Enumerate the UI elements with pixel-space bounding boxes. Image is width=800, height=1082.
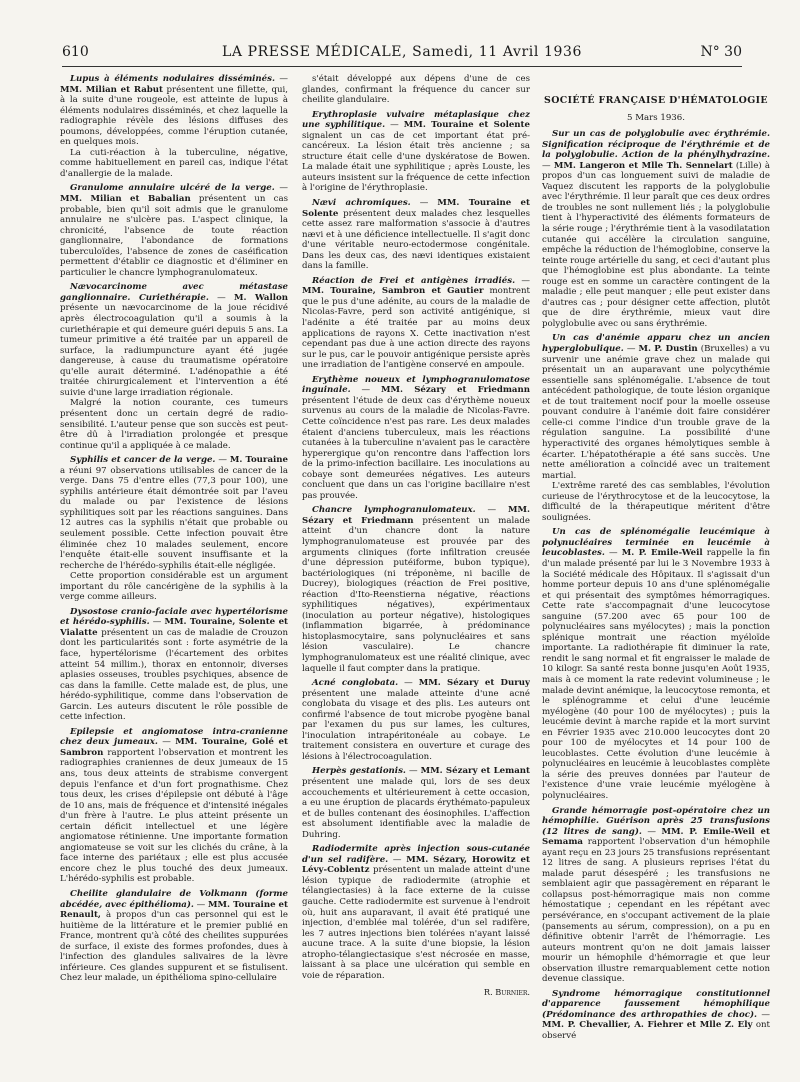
article-text: ont observé (542, 1020, 770, 1042)
article-text: a réuni 97 observations utilisables de cancer de la verge. Dans 75 d'entre elles (77,3 pour 100), une syphilis antérieure était démontrée soit par l'aveu du malade ou par l'existence de lésions syphilitiques soit par les réactions sanguines. Dans 12 autres cas la syphilis n'était que probable ou seulement possible. Cette infection pouvait être éliminée chez 10 malades seulement, encore l'enquête était-elle souvent insuffisante et la recherche de l'hérédo-syphilis était-elle négligée. (60, 465, 288, 571)
article-text: (Lille) à propos d'un cas longuement suivi de maladie de Vaquez discutent les rapports de la polyglobulie avec l'érythrémie. Il leur paraît que ces deux ordres de troubles ne sont nullement liés ; la polyglobulie tient à l'hyperactivité des éléments formateurs de la série rouge ; l'érythrémie tient à la vasodilatation cutanée qui accélère la circulation sanguine, empêche la réduction de l'hémoglobine, conserve la teinte rouge artérielle du sang, et ceci d'autant plus que l'hémoglobine est plus abondante. La teinte rouge est en somme un caractère contingent de la maladie ; elle peut manquer ; elle peut exister dans d'autres cas ; pour désigner cette affection, plutôt que de dire érythrémie, mieux vaut dire polyglobulie avec ou sans érythrémie. (542, 160, 770, 329)
article (542, 333, 770, 523)
article-heading: Epilepsie et angiomatose intra-cranienne chez deux jumeaux. (60, 726, 288, 748)
article-paragraph: Sur un cas de polyglobulie avec érythrémie. Signification réciproque de l'érythrémie et de la polyglobulie. Action de la phénylhydrazine. — MM. Langeron et Mlle Th. Sennelart (Lille) à propos d'un cas longuement suivi de maladie de Vaquez discutent les rapports de la polyglobulie avec l'érythrémie. Il leur paraît que ces deux ordres de troubles ne sont nullement liés ; la polyglobulie tient à l'hyperactivité des éléments formateurs de la série rouge ; l'érythrémie tient à la vasodilatation cutanée qui accélère la circulation sanguine, empêche la réduction de l'hémoglobine, conserve la teinte rouge artérielle du sang, et ceci d'autant plus que l'hémoglobine est plus abondante. La teinte rouge est en somme un caractère contingent de la maladie ; elle peut manquer ; elle peut exister dans d'autres cas ; pour désigner cette affection, plutôt que de dire érythrémie, mieux vaut dire polyglobulie avec ou sans érythrémie. (542, 129, 770, 329)
article-heading: Cheilite glandulaire de Volkmann (forme abcédée, avec épithélioma). (60, 889, 288, 910)
article-paragraph: Cheilite glandulaire de Volkmann (forme abcédée, avec épithélioma). — MM. Touraine et Renault, à propos d'un cas personnel qui est le huitième de la littérature et le premier publié en France, montrent qu'à côté des cheilites suppurées de surface, il existe des formes profondes, dues à l'infection des glandules salivaires de la lèvre inférieure. Ces glandes suppurent et se fistulisent. Chez leur malade, un épithélioma spino-cellulaire (60, 889, 288, 984)
article-heading: Granulome annulaire ulcéré de la verge. (70, 183, 275, 194)
article-authors: MM. Touraine et Renault, (60, 899, 288, 921)
article-heading: Erythroplasie vulvaire métaplasique chez une syphilitique. (302, 109, 530, 131)
article-text: présentent un cas probable, bien qu'il soit admis que le granulome annulaire ne s'ulcère pas. L'aspect clinique, la chronicité, l'absence de toute réaction ganglionnaire, l'abondance de formations tuberculoïdes, l'absence de zones de caséification permettent d'établir ce diagnostic et d'éliminer en particulier le chancre lymphogranulomateux. (60, 194, 288, 278)
article-authors: MM. Touraine et Solente (403, 120, 530, 131)
article (302, 844, 530, 981)
column-left (60, 74, 288, 1074)
article-authors: MM. Sézary et Friedmann (302, 505, 530, 526)
article-text: présentent une malade atteinte d'une acné conglobata du visage et des plis. Les auteurs ont confirmé l'absence de tout microbe pyogène banal par l'examen du pus sur lames, les cultures, l'inoculation intrapéritonéale au cobaye. Le traitement consistera en ouverture et curage des lésions à l'électrocoagulation. (302, 688, 530, 762)
article-heading: Herpès gestationis. (312, 766, 406, 777)
article-paragraph: Un cas d'anémie apparu chez un ancien hyperglobulique. — M. P. Dustin (Bruxelles) a vu survenir une anémie grave chez un malade qui présentait un an auparavant une polycythémie essentielle sans splénomégalie. L'absence de tout antécédent pathologique, de toute lésion organique et de tout traitement nocif pour la moelle osseuse pouvant conduire à l'anémie doit faire considérer celle-ci comme l'indice d'un trouble grave de la régulation sanguine. La possibilité d'une hyperactivité des organes hémolytiques semble à écarter. L'hépatothérapie a été sans succès. Une nette amélioration a coïncidé avec un traitement martial. (542, 333, 770, 481)
article-authors: MM. Sézary et Duruy (418, 678, 530, 689)
article (60, 183, 288, 278)
article-text: (Bruxelles) a vu survenir une anémie grave chez un malade qui présentait un an auparavant une polycythémie essentielle sans splénomégalie. L'absence de tout antécédent pathologique, de toute lésion organique et de tout traitement nocif pour la moelle osseuse pouvant conduire à l'anémie doit faire considérer celle-ci comme l'indice d'un trouble grave de la régulation sanguine. La possibilité d'une hyperactivité des organes hémolytiques semble à écarter. L'hépatothérapie a été sans succès. Une nette amélioration a coïncidé avec un traitement martial. (542, 344, 770, 481)
article-heading: Radiodermite après injection sous-cutanée d'un sel radifère. (302, 844, 530, 865)
article-authors: M. P. Emile-Weil (621, 548, 703, 559)
article (302, 678, 530, 762)
article-heading: Nævi achromiques. (312, 198, 411, 209)
article (60, 727, 288, 885)
article-paragraph: Erythroplasie vulvaire métaplasique chez une syphilitique. — MM. Touraine et Solente signalent un cas de cet important état pré-cancéreux. La lésion était très ancienne ; sa structure était celle d'une dyskératose de Bowen. La malade était une syphilitique ; après Louste, les auteurs insistent sur la fréquence de cette infection à l'origine de l'érythroplasie. (302, 109, 530, 194)
article-authors: MM. Milian et Rabut (60, 84, 164, 95)
article-text: présentent deux malades chez lesquelles cette assez rare malformation s'associe à d'autres nævi et à une déficience intellectuelle. Il s'agit donc d'une véritable neuro-ectodermose congénitale. Dans les deux cas, des nævi identiques existaient dans la famille. (302, 208, 530, 272)
article (60, 282, 288, 451)
article-paragraph: Chancre lymphogranulomateux. — MM. Sézary et Friedmann présentent un malade atteint d'un chancre dont la nature lymphogranulomateuse est prouvée par des arguments cliniques (forte infiltration creusée d'une dépression putéiforme, bubon typique), bactériologiques (ni tréponème, ni bacille de Ducrey), biologiques (réaction de Frei positive, réaction d'Ito-Reenstierna négative, réactions syphilitiques négatives), expérimentaux (inoculation au porteur négative), histologiques (inflammation bigarrée, à prédominance histoplasmocytaire, sans polynucléaires et sans lésion vasculaire). Le chancre lymphogranulomateux est une réalité clinique, avec laquelle il faut compter dans la pratique. (302, 505, 530, 674)
article-paragraph (542, 481, 770, 523)
article-authors: MM. Touraine, Solente et Vialatte (60, 617, 288, 638)
issue-number: N° 30 (700, 44, 742, 60)
article-paragraph: Grande hémorragie post-opératoire chez un hémophilie. Guérison après 25 transfusions (12 litres de sang). — MM. P. Emile-Weil et Semama rapportent l'observation d'un hémophile ayant reçu en 23 jours 25 transfusions représentant 12 litres de sang. A plusieurs reprises l'état du malade parut désespéré ; les transfusions ne semblaient agir que passagèrement en réparant le collapsus post-hémorragique mais non comme hémostatique ; cependant en les répétant avec persévérance, en s'occupant activement de la plaie (pansements au sérum, compression), on a pu en définitive obtenir l'arrêt de l'hémorragie. Les auteurs montrent qu'on ne doit jamais laisser mourir un hémophile d'hémorragie et que leur observation illustre remarquablement cette notion devenue classique. (542, 805, 770, 985)
article-paragraph: Granulome annulaire ulcéré de la verge. — MM. Milian et Babalian présentent un cas probable, bien qu'il soit admis que le granulome annulaire ne s'ulcère pas. L'aspect clinique, la chronicité, l'absence de toute réaction ganglionnaire, l'abondance de formations tuberculoïdes, l'absence de zones de caséification permettent d'établir ce diagnostic et d'éliminer en particulier le chancre lymphogranulomateux. (60, 183, 288, 278)
article-paragraph: Lupus à éléments nodulaires disséminés. — MM. Milian et Rabut présentent une fillette, qui, à la suite d'une rougeole, est atteinte de lupus à éléments nodulaires disséminés, et chez laquelle la radiographie révèle des lésions diffuses des poumons, développées, comme l'éruption cutanée, en quelques mois. (60, 74, 288, 148)
article-heading: Réaction de Frei et antigènes irradiés. (312, 275, 516, 286)
article-authors: MM. P. Emile-Weil et Semama (542, 826, 770, 848)
article-text: présentent l'étude de deux cas d'érythème noueux survenus au cours de la maladie de Nicolas-Favre. Cette coïncidence n'est pas rare. Les deux malades étaient d'anciens tuberculeux, mais les réactions cutanées à la tuberculine n'avaient pas le caractère hyperergique qu'on rencontre dans l'affection lors de la primo-infection bacillaire. Les inoculations au cobaye sont demeurées négatives. Les auteurs concluent que dans un cas l'origine bacillaire n'est pas prouvée. (302, 395, 530, 501)
article-paragraph: Nævi achromiques. — MM. Touraine et Solente présentent deux malades chez lesquelles cette assez rare malformation s'associe à d'autres nævi et à une déficience intellectuelle. Il s'agit donc d'une véritable neuro-ectodermose congénitale. Dans les deux cas, des nævi identiques existaient dans la famille. (302, 198, 530, 272)
society-title: SOCIÉTÉ FRANÇAISE D'HÉMATOLOGIE (544, 95, 768, 106)
article (60, 889, 288, 984)
article-paragraph (60, 148, 288, 180)
article-paragraph: Syphilis et cancer de la verge. — M. Touraine a réuni 97 observations utilisables de cancer de la verge. Dans 75 d'entre elles (77,3 pour 100), une syphilis antérieure était démontrée soit par l'aveu du malade ou par l'existence de lésions syphilitiques soit par les réactions sanguines. Dans 12 autres cas la syphilis n'était que probable ou seulement possible. Cette infection pouvait être éliminée chez 10 malades seulement, encore l'enquête était-elle souvent insuffisante et la recherche de l'hérédo-syphilis était-elle négligée. (60, 455, 288, 571)
article-paragraph (60, 571, 288, 603)
article-authors: M. P. Dustin (638, 344, 698, 355)
article-text: Malgré la notion courante, ces tumeurs présentent donc un certain degré de radio-sensibilité. L'auteur pense que son succès est peut-être dû à l'irradiation prolongée et presque continue qu'il a appliquée à ce malade. (60, 398, 288, 451)
article-paragraph: Herpès gestationis. — MM. Sézary et Lemant présentent une malade qui, lors de ses deux accouchements et ultérieurement à cette occasion, a eu une éruption de placards érythémato-papuleux et de bulles contenant des éosinophiles. L'affection est absolument identifiable avec la maladie de Duhring. (302, 766, 530, 840)
article-text: Cette proportion considérable est un argument important du rôle cancérigène de la syphilis à la verge comme ailleurs. (60, 571, 288, 603)
page-number: 610 (62, 44, 89, 60)
article (542, 806, 770, 985)
article-text: s'était développé aux dépens d'une de ces glandes, confirmant la fréquence du cancer sur cheilite glandulaire. (302, 74, 530, 106)
article-paragraph: Erythème noueux et lymphogranulomatose inguinale. — MM. Sézary et Friedmann présentent l'étude de deux cas d'érythème noueux survenus au cours de la maladie de Nicolas-Favre. Cette coïncidence n'est pas rare. Les deux malades étaient d'anciens tuberculeux, mais les réactions cutanées à la tuberculine n'avaient pas le caractère hyperergique qu'on rencontre dans l'affection lors de la primo-infection bacillaire. Les inoculations au cobaye sont demeurées négatives. Les auteurs concluent que dans un cas l'origine bacillaire n'est pas prouvée. (302, 374, 530, 501)
article (60, 455, 288, 603)
article-text: présentent un malade atteint d'un chancre dont la nature lymphogranulomateuse est prouvée par des arguments cliniques (forte infiltration creusée d'une dépression putéiforme, bubon typique), bactériologiques (ni tréponème, ni bacille de Ducrey), biologiques (réaction de Frei positive, réaction d'Ito-Reenstierna négative, réactions syphilitiques négatives), expérimentaux (inoculation au porteur négative), histologiques (inflammation bigarrée, à prédominance histoplasmocytaire, sans polynucléaires et sans lésion vasculaire). Le chancre lymphogranulomateux est une réalité clinique, avec laquelle il faut compter dans la pratique. (302, 515, 530, 674)
article-authors: MM. Touraine, Sambron et Gautier (302, 286, 484, 297)
article-heading: Acné conglobata. (312, 678, 399, 689)
article-heading: Un cas de splénomégalie leucémique à polynucléaires terminée en leucémie à leucoblastes. (542, 527, 770, 559)
article (542, 527, 770, 801)
page-header (62, 44, 742, 67)
article (302, 766, 530, 840)
society-date: 5 Mars 1936. (627, 112, 685, 123)
article-text: à propos d'un cas personnel qui est le huitième de la littérature et le premier publié en France, montrent qu'à côté des cheilites suppurées de surface, il existe des formes profondes, dues à l'infection des glandules salivaires de la lèvre inférieure. Ces glandes suppurent et se fistulisent. Chez leur malade, un épithélioma spino-cellulaire (60, 910, 288, 984)
article (542, 129, 770, 329)
article-text: La cuti-réaction à la tuberculine, négative, comme habituellement en pareil cas, indique l'état d'anallergie de la malade. (60, 147, 288, 179)
article-text: présentent une fillette, qui, à la suite d'une rougeole, est atteinte de lupus à éléments nodulaires disséminés, et chez laquelle la radiographie révèle des lésions diffuses des poumons, développées, comme l'éruption cutanée, en quelques mois. (60, 84, 288, 148)
article-text: présentent un cas de maladie de Crouzon dont les particularités sont : forte asymétrie de la face, hypertélorisme (l'écartement des orbites atteint 54 millim.), thorax en entonnoir, diverses aplasies osseuses, troubles psychiques, absence de cas dans la famille. Cette malade est, de plus, une hérédo-syphilitique, comme dans l'observation de Garcin. Les auteurs discutent le rôle possible de cette infection. (60, 627, 288, 723)
article (302, 276, 530, 371)
article (302, 110, 530, 194)
article (302, 375, 530, 502)
article-heading: Lupus à éléments nodulaires disséminés. (70, 74, 275, 84)
article (302, 74, 530, 106)
article-text: montrent que le pus d'une adénite, au cours de la maladie de Nicolas-Favre, perd son activité antigénique, si l'adénite a été traitée par au moins deux applications de rayons X. Cette inactivation n'est cependant pas due à une action directe des rayons sur le pus, car le pouvoir antigénique persiste après une irradiation de l'antigène conservé en ampoule. (302, 286, 530, 371)
article-heading: Nævocarcinome avec métastase ganglionnaire. Curiethérapie. (60, 282, 288, 303)
article-text: rappelle la fin d'un malade présenté par lui le 3 Novembre 1933 à la Société médicale des Hôpitaux. Il s'agissait d'un homme porteur depuis 10 ans d'une splénomégalie et qui présentait des symptômes hémorragiques. Cette rate s'accompagnait d'une leucocytose sanguine (57.200 avec 65 pour 100 de polynucléaires sans myélocytes) ; mais la ponction splénique montrait une réaction myéloïde importante. La radiothérapie fit diminuer la rate, rendit le sang normal et fit engraisser le malade de 10 kilogr. Sa santé resta bonne jusqu'en Août 1935, mais à ce moment la rate redevint volumineuse ; le malade devint anémique, la leucocytose remonta, et le splénogramme et celui d'une leucémie myélogène (40 pour 100 de myélocytes) ; puis la leucémie devint à marche rapide et la mort survint en Février 1935 avec 210.000 leucocytes dont 20 pour 100 de myélocytes et 14 pour 100 de leucoblastes. Cette évolution d'une leucémie à polynucléaires en leucémie à leucoblastes complète la série des preuves données par l'auteur de l'existence d'une vraie leucémie myélogène à polynucléaires. (542, 548, 770, 801)
article-paragraph (302, 74, 530, 106)
article-text: présentent un malade atteint d'une lésion typique de radiodermite (atrophie et télangiectasies) à la face externe de la cuisse gauche. Cette radiodermite est survenue à l'endroit où, huit ans auparavant, il avait été pratiqué une injection, d'emblée mal tolérée, d'un sel radifère, les 7 autres injections bien tolérées n'ayant laissé aucune trace. A la suite d'une biopsie, la lésion atropho-télangiectasique s'est nécrosée en masse, laissant à sa place une ulcération qui semble en voie de réparation. (302, 865, 530, 981)
article-paragraph: Radiodermite après injection sous-cutanée d'un sel radifère. — MM. Sézary, Horowitz et Lévy-Coblentz présentent un malade atteint d'une lésion typique de radiodermite (atrophie et télangiectasies) à la face externe de la cuisse gauche. Cette radiodermite est survenue à l'endroit où, huit ans auparavant, il avait été pratiqué une injection, d'emblée mal tolérée, d'un sel radifère, les 7 autres injections bien tolérées n'ayant laissé aucune trace. A la suite d'une biopsie, la lésion atropho-télangiectasique s'est nécrosée en masse, laissant à sa place une ulcération qui semble en voie de réparation. (302, 844, 530, 981)
article-text: rapportent l'observation d'un hémophile ayant reçu en 23 jours 25 transfusions représentant 12 litres de sang. A plusieurs reprises l'état du malade parut désespéré ; les transfusions ne semblaient agir que passagèrement en réparant le collapsus post-hémorragique mais non comme hémostatique ; cependant en les répétant avec persévérance, en s'occupant activement de la plaie (pansements au sérum, compression), on a pu en définitive obtenir l'arrêt de l'hémorragie. Les auteurs montrent qu'on ne doit jamais laisser mourir un hémophile d'hémorragie et que leur observation illustre remarquablement cette notion devenue classique. (542, 837, 770, 985)
article-heading: Dysostose cranio-faciale avec hypertélorisme et hérédo-syphilis. (60, 606, 288, 628)
article-authors: MM. Sézary et Friedmann (381, 385, 530, 396)
article-authors: MM. Touraine et Solente (302, 198, 530, 219)
article-paragraph: Acné conglobata. — MM. Sézary et Duruy présentent une malade atteinte d'une acné conglobata du visage et des plis. Les auteurs ont confirmé l'absence de tout microbe pyogène banal par l'examen du pus sur lames, les cultures, l'inoculation intrapéritonéale au cobaye. Le traitement consistera en ouverture et curage des lésions à l'électrocoagulation. (302, 678, 530, 762)
article-text: signalent un cas de cet important état pré-cancéreux. La lésion était très ancienne ; sa structure était celle d'une dyskératose de Bowen. La malade était une syphilitique ; après Louste, les auteurs insistent sur la fréquence de cette infection à l'origine de l'érythroplasie. (302, 130, 530, 194)
journal-title: LA PRESSE MÉDICALE, Samedi, 11 Avril 1936 (221, 44, 583, 60)
article-authors: M. Touraine (229, 455, 288, 466)
article-authors: MM. Sézary, Horowitz et Lévy-Coblentz (302, 854, 530, 876)
article (302, 505, 530, 674)
article-text: L'extrême rareté des cas semblables, l'évolution curieuse de l'érythrocytose et de la leucocytose, la difficulté de la thérapeutique méritent d'être soulignées. (542, 481, 770, 523)
article-heading: Syphilis et cancer de la verge. (70, 455, 216, 466)
article-paragraph: Syndrome hémorragique constitutionnel d'apparence faussement hémophilique (Prédominance des arthropathies de choc). — MM. P. Chevallier, A. Fiehrer et Mlle Z. Ely ont observé (542, 988, 770, 1042)
article-text: rapportent l'observation et montrent les radiographies craniennes de deux jumeaux de 15 ans, tous deux atteints de strabisme convergent depuis l'enfance et d'un fort prognathisme. Chez tous deux, les crises d'épilepsie ont débuté à l'âge de 10 ans, mais de fréquence et d'intensité inégales d'un frère à l'autre. Le plus atteint présente un certain déficit intellectuel et une légère angiomatose rétinienne. Une importante formation angiomateuse se voit sur les clichés du crâne, à la face interne des pariétaux ; elle est plus accusée encore chez le plus touché des deux jumeaux. L'hérédo-syphilis est probable. (60, 747, 288, 885)
article-paragraph: Un cas de splénomégalie leucémique à polynucléaires terminée en leucémie à leucoblastes. — M. P. Emile-Weil rappelle la fin d'un malade présenté par lui le 3 Novembre 1933 à la Société médicale des Hôpitaux. Il s'agissait d'un homme porteur depuis 10 ans d'une splénomégalie et qui présentait des symptômes hémorragiques. Cette rate s'accompagnait d'une leucocytose sanguine (57.200 avec 65 pour 100 de polynucléaires sans myélocytes) ; mais la ponction splénique montrait une réaction myéloïde importante. La radiothérapie fit diminuer la rate, rendit le sang normal et fit engraisser le malade de 10 kilogr. Sa santé resta bonne jusqu'en Août 1935, mais à ce moment la rate redevint volumineuse ; le malade devint anémique, la leucocytose remonta, et le splénogramme et celui d'une leucémie myélogène (40 pour 100 de myélocytes) ; puis la leucémie devint à marche rapide et la mort survint en Février 1935 avec 210.000 leucocytes dont 20 pour 100 de myélocytes et 14 pour 100 de leucoblastes. Cette évolution d'une leucémie à polynucléaires en leucémie à leucoblastes complète la série des preuves données par l'auteur de l'existence d'une vraie leucémie myélogène à polynucléaires. (542, 527, 770, 801)
author-signature: R. Burnier. (483, 987, 530, 998)
article-paragraph: Dysostose cranio-faciale avec hypertélorisme et hérédo-syphilis. — MM. Touraine, Solente et Vialatte présentent un cas de maladie de Crouzon dont les particularités sont : forte asymétrie de la face, hypertélorisme (l'écartement des orbites atteint 54 millim.), thorax en entonnoir, diverses aplasies osseuses, troubles psychiques, absence de cas dans la famille. Cette malade est, de plus, une hérédo-syphilitique, comme dans l'observation de Garcin. Les auteurs discutent le rôle possible de cette infection. (60, 606, 288, 723)
column-right (542, 74, 770, 1074)
article-heading: Chancre lymphogranulomateux. (312, 505, 476, 516)
article-heading: Sur un cas de polyglobulie avec érythrémie. Signification réciproque de l'érythrémie et de la polyglobulie. Action de la phénylhydrazine. (542, 129, 770, 161)
article-paragraph (60, 398, 288, 451)
article-heading: Syndrome hémorragique constitutionnel d'apparence faussement hémophilique (Prédominance des arthropathies de choc). (542, 988, 770, 1020)
article (542, 989, 770, 1042)
article-authors: M. Wallon (233, 292, 288, 303)
article-paragraph: Nævocarcinome avec métastase ganglionnaire. Curiethérapie. — M. Wallon présente un nævocarcinome de la joue récidivé après électrocoagulation qu'il a soumis à la curiethérapie et qui demeure guéri depuis 5 ans. La tumeur primitive a été traitée par un appareil de surface, la radiumpuncture ayant été jugée dangereuse, à cause du traumatisme opératoire qu'elle aurait déterminé. L'adénopathie a été traitée chirurgicalement et l'intervention a été suivie d'une large irradiation régionale. (60, 282, 288, 398)
column-middle (302, 74, 530, 1074)
article (60, 74, 288, 179)
article-heading: Grande hémorragie post-opératoire chez un hémophilie. Guérison après 25 transfusions (12 litres de sang). (542, 805, 770, 837)
article-text: présente un nævocarcinome de la joue récidivé après électrocoagulation qu'il a soumis à la curiethérapie et qui demeure guéri depuis 5 ans. La tumeur primitive a été traitée par un appareil de surface, la radiumpuncture ayant été jugée dangereuse, à cause du traumatisme opératoire qu'elle aurait déterminé. L'adénopathie a été traitée chirurgicalement et l'intervention a été suivie d'une large irradiation régionale. (60, 303, 288, 398)
article-paragraph: Epilepsie et angiomatose intra-cranienne chez deux jumeaux. — MM. Touraine, Golé et Sambron rapportent l'observation et montrent les radiographies craniennes de deux jumeaux de 15 ans, tous deux atteints de strabisme convergent depuis l'enfance et d'un fort prognathisme. Chez tous deux, les crises d'épilepsie ont débuté à l'âge de 10 ans, mais de fréquence et d'intensité inégales d'un frère à l'autre. Le plus atteint présente un certain déficit intellectuel et une légère angiomatose rétinienne. Une importante formation angiomateuse se voit sur les clichés du crâne, à la face interne des pariétaux ; elle est plus accusée encore chez le plus touché des deux jumeaux. L'hérédo-syphilis est probable. (60, 726, 288, 885)
article (302, 198, 530, 272)
article-text: présentent une malade qui, lors de ses deux accouchements et ultérieurement à cette occasion, a eu une éruption de placards érythémato-papuleux et de bulles contenant des éosinophiles. L'affection est absolument identifiable avec la maladie de Duhring. (302, 777, 530, 840)
article-authors: MM. Milian et Babalian (60, 194, 191, 205)
article-authors: MM. Sézary et Lemant (420, 766, 530, 777)
article-authors: MM. Touraine, Golé et Sambron (60, 737, 288, 758)
article (60, 607, 288, 723)
article-paragraph: Réaction de Frei et antigènes irradiés. — MM. Touraine, Sambron et Gautier montrent que le pus d'une adénite, au cours de la maladie de Nicolas-Favre, perd son activité antigénique, si l'adénite a été traitée par au moins deux applications de rayons X. Cette inactivation n'est cependant pas due à une action directe des rayons sur le pus, car le pouvoir antigénique persiste après une irradiation de l'antigène conservé en ampoule. (302, 275, 530, 371)
article-heading: Un cas d'anémie apparu chez un ancien hyperglobulique. (542, 333, 770, 355)
article-heading: Erythème noueux et lymphogranulomatose inguinale. (302, 374, 530, 396)
article-authors: MM. P. Chevallier, A. Fiehrer et Mlle Z. Ely (542, 1020, 753, 1031)
article-authors: MM. Langeron et Mlle Th. Sennelart (553, 160, 733, 171)
